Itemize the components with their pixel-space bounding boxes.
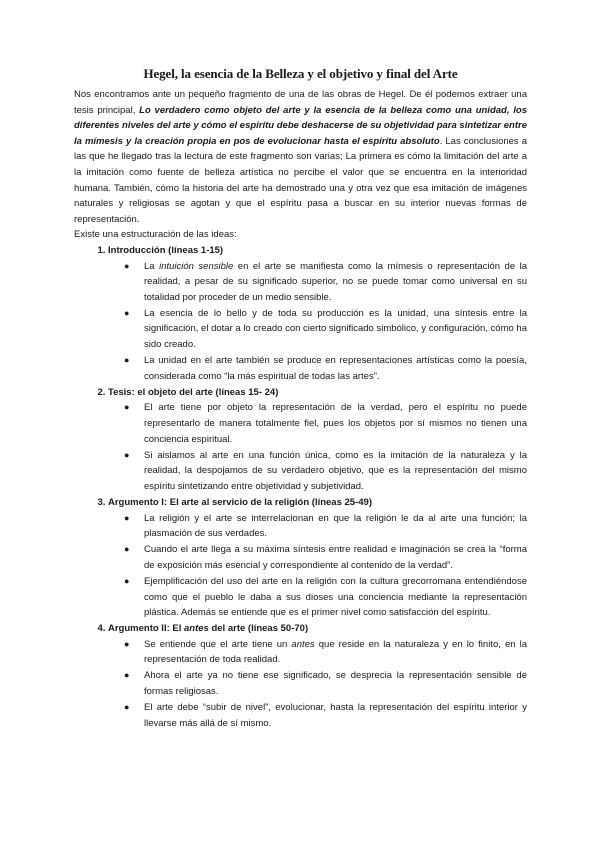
bullet-icon: ● [124, 702, 130, 713]
section-heading-text: Tesis: el objeto del arte [108, 386, 213, 398]
section-heading [108, 623, 308, 634]
section-argumento-1 [108, 495, 527, 621]
section-heading-text: Introducción [108, 244, 166, 256]
intro-thesis: Lo verdadero como objeto del arte y la esencia de la belleza como una unidad, los diferentes niveles del arte y cómo el espíritu debe deshacerse de su objetividad para sintetizar entre la mímesis y la creación propia en pos de evolucionar hasta el espíritu absoluto [74, 104, 527, 147]
point-text: Ahora el arte ya no tiene ese significado, se desprecia la representación sensible de formas religiosas. [144, 670, 527, 698]
bullet-icon: ● [124, 260, 130, 271]
structure-lead: Existe una estructuración de las ideas: [74, 229, 237, 241]
point-text: La unidad en el arte también se produce en representaciones artísticas como la poesía, considerada como “la más espiritual de todas las artes”. [144, 355, 527, 382]
bullet-icon: ● [124, 449, 130, 460]
bullet-icon: ● [124, 544, 130, 555]
section-lines: (líneas 25-49) [311, 496, 372, 508]
point-text: Ejemplificación del uso del arte en la religión con la cultura grecorromana entendiéndose como que el pueblo le daba a sus dioses una conciencia mediante la representación plástica. Además se entiende que es el primer nivel como satisfacción del espíritu. [144, 575, 527, 619]
point-text: La esencia de lo bello y de toda su producción es la unidad, una síntesis entre la significación, el dotar a lo creado con cierto significado simbólico, y configuración, cómo ha sido creado. [144, 307, 527, 350]
point-text: La religión y el arte se interrelacionan en que la religión le da al arte una función; la plasmación de sus verdades. [144, 512, 527, 540]
list-item [124, 448, 527, 495]
bullet-icon: ● [124, 307, 130, 318]
list-item [124, 542, 527, 573]
section-points [108, 637, 527, 732]
bullet-icon: ● [124, 638, 130, 649]
bullet-icon: ● [124, 355, 130, 366]
document-title: Hegel, la esencia de la Belleza y el objetivo y final del Arte [143, 66, 458, 81]
list-item [124, 668, 527, 699]
section-heading-emphasis: antes [184, 623, 209, 635]
point-text-tail: en el arte se manifiesta como la mímesis o representación de la realidad, a pesar de su significado superior, no se puede tomar como universal en su totalidad por proceder de un medio sensible. [144, 260, 527, 303]
section-points [108, 511, 527, 621]
section-points [108, 259, 527, 385]
list-item [124, 574, 527, 621]
section-argumento-2 [108, 621, 527, 731]
section-introduccion [108, 243, 527, 384]
bullet-icon: ● [124, 402, 130, 413]
section-lines: (líneas 50-70) [247, 623, 309, 635]
section-heading-text-tail: del arte [208, 623, 246, 635]
section-heading-text: Argumento II: El [108, 623, 184, 635]
intro-text-2: . Las conclusiones a las que he llegado tras la lectura de este fragmento son varias; La primera es cómo la limitación del arte a la imitación como fuente de belleza artística no percibe el valor que se encuentra en la interioridad humana. También, cómo la historia del arte ha demostrado una y otra vez que esa imitación de imágenes naturales y religiosas se agotan y que el espíritu pasa a buscar en su interior nuevas formas de representación. [74, 135, 527, 225]
point-text: Cuando el arte llega a su máxima síntesis entre realidad e imaginación se crea la “forma de exposición más esencial y correspondiente al contenido de la verdad”. [144, 544, 527, 571]
list-item [124, 306, 527, 353]
section-heading [108, 497, 372, 508]
point-text-tail: que reside en la naturaleza y en lo finito, en la representación de toda realidad. [144, 638, 527, 666]
bullet-icon: ● [124, 670, 130, 681]
point-text: Se entiende que el arte tiene un [144, 638, 292, 650]
document-page [74, 66, 527, 732]
section-points [108, 400, 527, 494]
list-item [124, 637, 527, 668]
bullet-icon: ● [124, 512, 130, 523]
list-item [124, 259, 527, 306]
point-emphasis: antes [291, 638, 315, 650]
point-text: Si aislamos al arte en una función única, como es la imitación de la naturaleza y la realidad, la despojamos de su verdadero objetivo, que es la representación del mismo espíritu sintetizando entre objetividad y subjetividad. [144, 449, 527, 492]
section-tesis [108, 385, 527, 495]
intro-text-1: Nos encontramos ante un pequeño fragmento de una de las obras de Hegel. De él podemos extraer una tesis principal, [74, 89, 527, 116]
list-item [124, 400, 527, 447]
intro-paragraph [74, 87, 527, 227]
list-item [124, 353, 527, 384]
section-lines: (líneas 1-15) [168, 244, 224, 256]
section-heading-text: Argumento I: El arte al servicio de la religión [108, 496, 310, 508]
point-text: El arte debe “subir de nivel”, evolucionar, hasta la representación del espíritu interior y llevarse más allá de sí mismo. [144, 702, 527, 729]
list-item [124, 700, 527, 731]
point-text: La [144, 260, 160, 272]
section-lines: (líneas 15- 24) [215, 386, 279, 398]
bullet-icon: ● [124, 575, 130, 586]
point-emphasis: intuición sensible [159, 260, 234, 272]
list-item [124, 511, 527, 542]
sections-list [74, 243, 527, 731]
section-heading [108, 245, 223, 256]
section-heading [108, 387, 278, 398]
point-text: El arte tiene por objeto la representación de la verdad, pero el espíritu no puede representarlo de manera totalmente fiel, pues los objetos por sí mismos no tienen una conciencia espiritual. [144, 402, 527, 445]
